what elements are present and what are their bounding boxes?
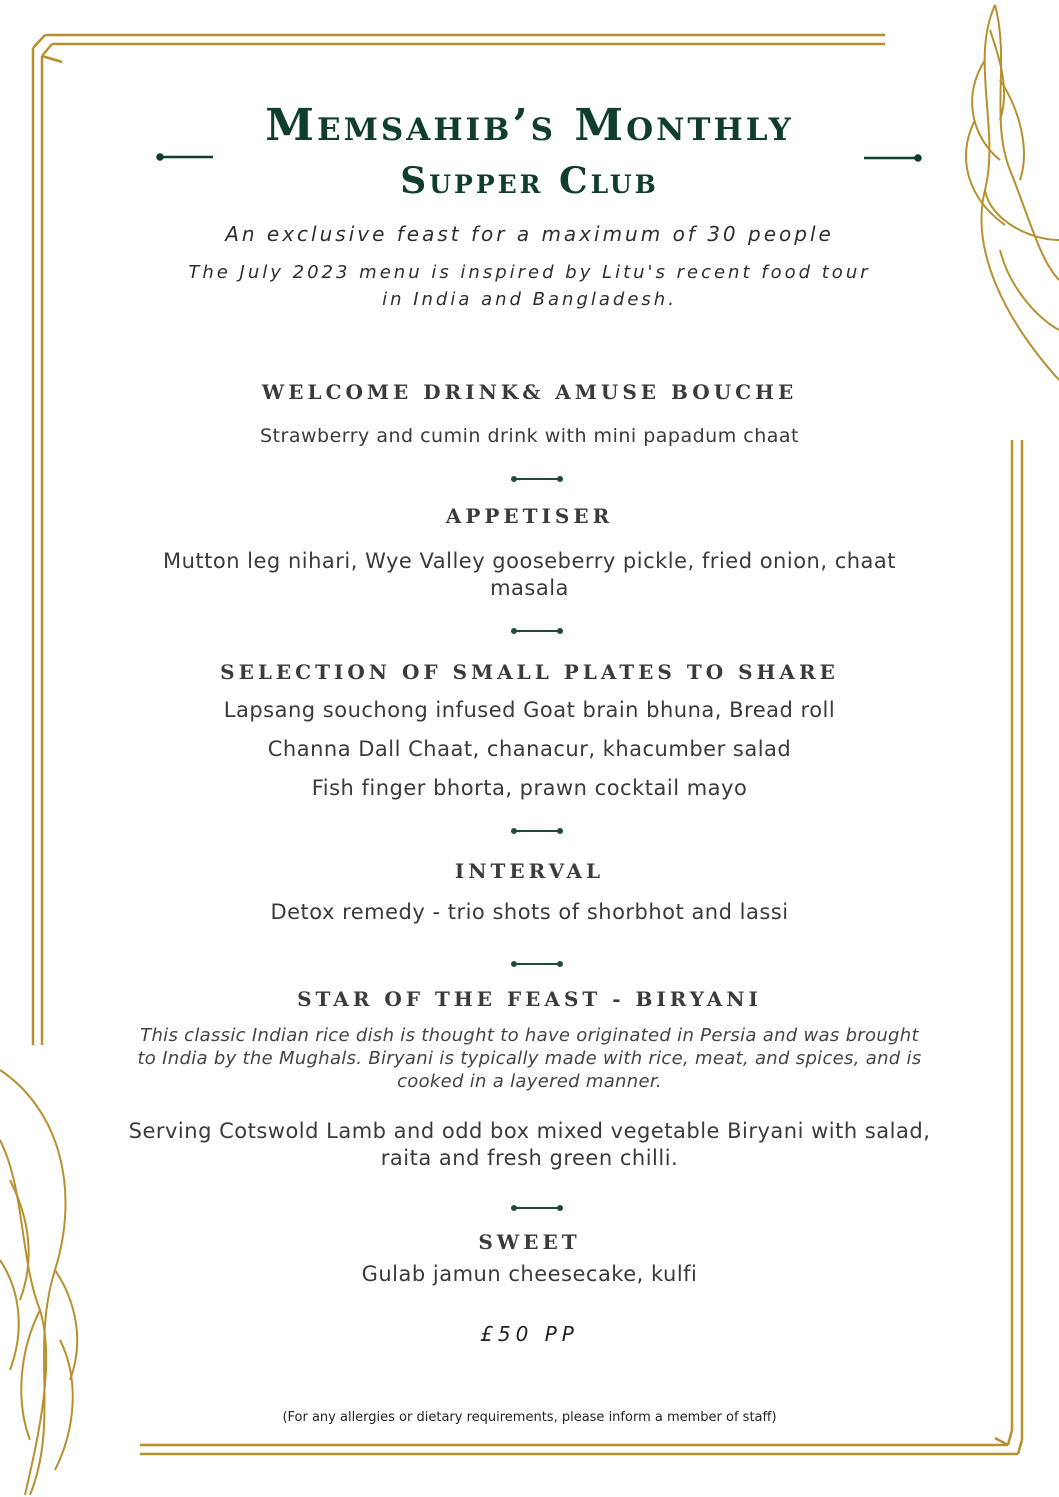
theme-line-1: The July 2023 menu is inspired by Litu's recent food tour bbox=[188, 262, 871, 283]
section-heading-small-plates: SELECTION OF SMALL PLATES TO SHARE bbox=[220, 660, 839, 684]
menu-item-small-plate: Channa Dall Chaat, chanacur, khacumber salad bbox=[267, 737, 792, 761]
intro-text: An exclusive feast for a maximum of 30 people bbox=[225, 222, 834, 246]
menu-item-welcome: Strawberry and cumin drink with mini papadum chaat bbox=[260, 425, 799, 447]
allergy-footnote: (For any allergies or dietary requirements, please inform a member of staff) bbox=[282, 1410, 777, 1425]
appetiser-line-1: Mutton leg nihari, Wye Valley gooseberry pickle, fried onion, chaat bbox=[162, 549, 897, 573]
menu-item-biryani bbox=[0, 1118, 1059, 1172]
theme-text bbox=[0, 259, 1059, 313]
biryani-desc-line-2: to India by the Mughals. Biryani is typically made with rice, meat, and spices, and is bbox=[137, 1048, 922, 1069]
biryani-desc-line-3: cooked in a layered manner. bbox=[397, 1071, 662, 1092]
menu-item-small-plate: Fish finger bhorta, prawn cocktail mayo bbox=[311, 776, 748, 800]
price: £50 PP bbox=[480, 1322, 579, 1346]
menu-title: Memsahib’s Monthly bbox=[265, 100, 794, 151]
section-heading-sweet: SWEET bbox=[478, 1230, 581, 1254]
menu-item-interval: Detox remedy - trio shots of shorbhot and lassi bbox=[270, 900, 789, 924]
menu-item-small-plate: Lapsang souchong infused Goat brain bhuna, Bread roll bbox=[223, 698, 836, 722]
section-heading-interval: INTERVAL bbox=[454, 859, 605, 883]
biryani-description bbox=[0, 1024, 1059, 1093]
appetiser-line-2: masala bbox=[490, 576, 569, 600]
biryani-line-2: raita and fresh green chilli. bbox=[380, 1146, 679, 1170]
menu-item-appetiser bbox=[0, 548, 1059, 602]
section-heading-appetiser: APPETISER bbox=[445, 504, 614, 528]
menu-item-sweet: Gulab jamun cheesecake, kulfi bbox=[361, 1262, 698, 1286]
section-heading-welcome: WELCOME DRINK& AMUSE BOUCHE bbox=[261, 380, 798, 404]
biryani-line-1: Serving Cotswold Lamb and odd box mixed vegetable Biryani with salad, bbox=[128, 1119, 931, 1143]
biryani-desc-line-1: This classic Indian rice dish is thought to have originated in Persia and was brought bbox=[140, 1025, 919, 1046]
theme-line-2: in India and Bangladesh. bbox=[382, 289, 677, 310]
section-heading-biryani: STAR OF THE FEAST - BIRYANI bbox=[297, 987, 762, 1011]
menu-subtitle: Supper Club bbox=[400, 160, 659, 202]
